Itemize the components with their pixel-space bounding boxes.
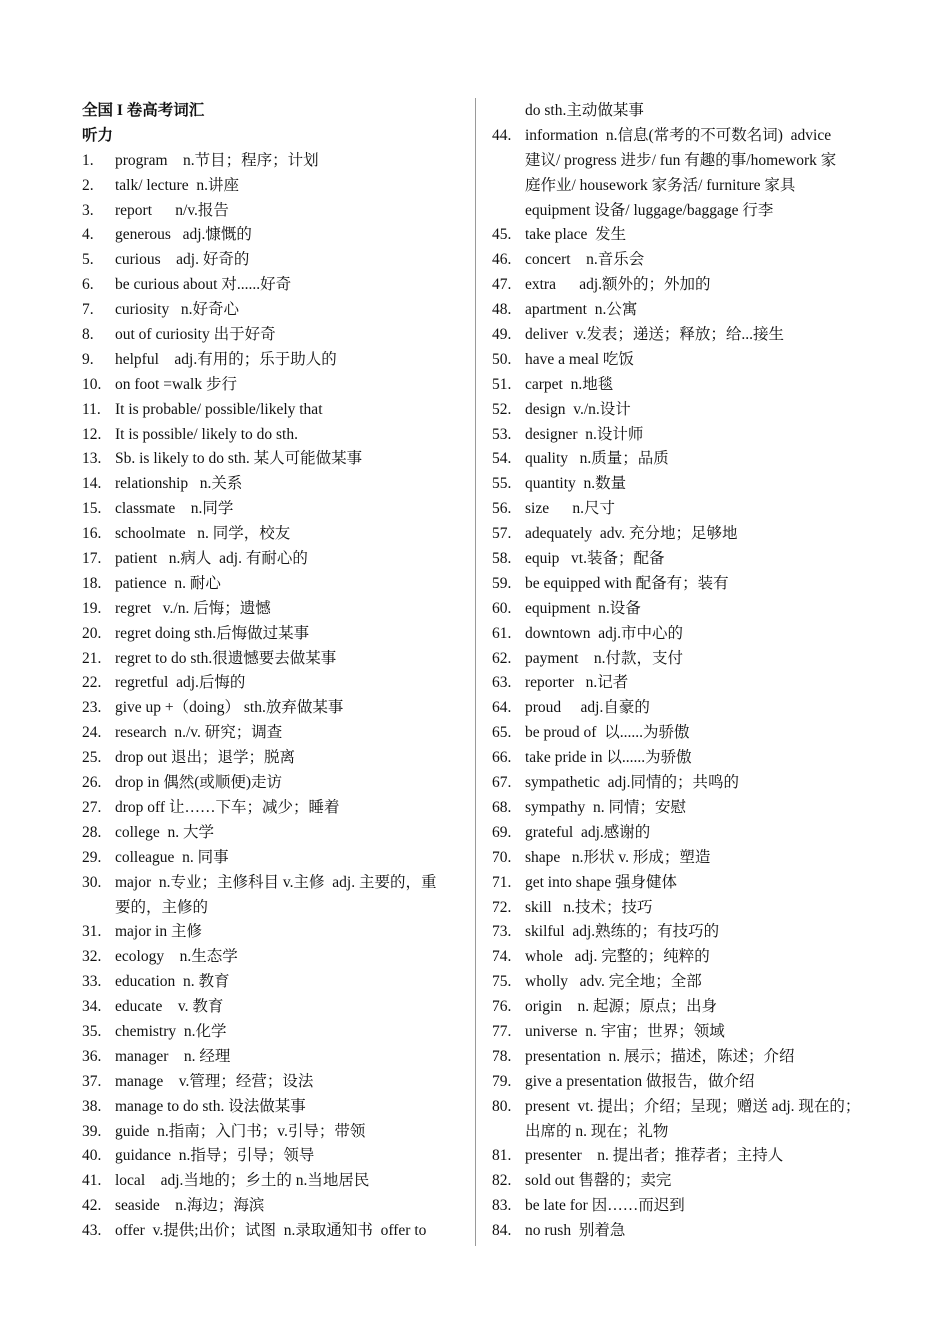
vocab-entry	[82, 572, 467, 597]
entry-text: universe n. 宇宙；世界；领域	[525, 1022, 725, 1040]
entry-number: 11.	[82, 400, 101, 418]
vocab-entry	[82, 149, 467, 174]
entry-number: 76.	[492, 998, 512, 1016]
entry-text: give up +（doing） sth.放弃做某事	[115, 699, 344, 717]
entry-text: educate v. 教育	[115, 998, 224, 1016]
entry-number: 63.	[492, 674, 512, 692]
entry-text: talk/ lecture n.讲座	[115, 176, 239, 194]
column-divider	[475, 98, 476, 1246]
entry-number: 28.	[82, 823, 102, 841]
entry-number: 82.	[492, 1172, 512, 1190]
entry-number: 5.	[82, 251, 94, 269]
entry-text: relationship n.关系	[115, 475, 243, 493]
vocab-entry	[492, 1020, 867, 1045]
entry-continuation: equipment 设备/ luggage/baggage 行李	[525, 201, 774, 219]
vocab-entry	[492, 472, 867, 497]
entry-text: sold out 售罄的；卖完	[525, 1172, 672, 1190]
entry-number: 36.	[82, 1047, 102, 1065]
vocab-entry	[82, 821, 467, 846]
entry-number: 49.	[492, 326, 512, 344]
entry-number: 53.	[492, 425, 512, 443]
vocab-entry	[492, 348, 867, 373]
vocab-entry	[492, 771, 867, 796]
vocab-entry	[82, 597, 467, 622]
entry-text: designer n.设计师	[525, 425, 644, 443]
entry-number: 19.	[82, 599, 102, 617]
entry-number: 10.	[82, 375, 102, 393]
entry-text: guide n.指南；入门书；v.引导；带领	[115, 1122, 366, 1140]
entry-number: 80.	[492, 1097, 512, 1115]
section-heading: 听力	[82, 126, 114, 144]
vocab-entry	[492, 796, 867, 821]
entry-number: 69.	[492, 823, 512, 841]
vocab-entry	[82, 746, 467, 771]
entry-text: research n./v. 研究；调查	[115, 724, 283, 742]
entry-number: 61.	[492, 624, 512, 642]
vocab-entry	[82, 348, 467, 373]
entry-number: 55.	[492, 475, 512, 493]
vocab-entry	[82, 871, 467, 896]
entry-number: 35.	[82, 1022, 102, 1040]
entry-number: 47.	[492, 276, 512, 294]
vocab-entry	[82, 771, 467, 796]
entry-number: 62.	[492, 649, 512, 667]
entry-text: size n.尺寸	[525, 500, 615, 518]
entry-number: 17.	[82, 550, 102, 568]
vocab-entry	[82, 622, 467, 647]
entry-number: 42.	[82, 1197, 102, 1215]
vocab-entry	[492, 622, 867, 647]
entry-text: It is possible/ likely to do sth.	[115, 425, 298, 443]
entry-number: 24.	[82, 724, 102, 742]
entry-number: 30.	[82, 873, 102, 891]
entry-text: regret doing sth.后悔做过某事	[115, 624, 310, 642]
vocab-entry	[82, 423, 467, 448]
vocab-entry	[82, 373, 467, 398]
entry-text: deliver v.发表；递送；释放；给...接生	[525, 326, 785, 344]
entry-number: 32.	[82, 948, 102, 966]
vocab-entry	[492, 1219, 867, 1244]
entry-text: apartment n.公寓	[525, 301, 638, 319]
entry-text: equip vt.装备；配备	[525, 550, 665, 568]
entry-number: 48.	[492, 301, 512, 319]
vocab-entry	[492, 821, 867, 846]
vocab-entry	[492, 1070, 867, 1095]
vocab-entry	[492, 124, 867, 149]
vocab-entry	[82, 1169, 467, 1194]
entry-text: drop in 偶然(或顺便)走访	[115, 774, 283, 792]
entry-text: skilful adj.熟练的；有技巧的	[525, 923, 720, 941]
vocab-entry	[82, 1020, 467, 1045]
entry-text: give a presentation 做报告，做介绍	[525, 1072, 755, 1090]
vocab-entry	[492, 447, 867, 472]
entry-text: education n. 教育	[115, 973, 230, 991]
vocab-entry	[492, 298, 867, 323]
entry-text: take place 发生	[525, 226, 627, 244]
vocab-entry	[492, 721, 867, 746]
entry-number: 29.	[82, 848, 102, 866]
entry-text: design v./n.设计	[525, 400, 631, 418]
vocab-list-left	[82, 149, 467, 1244]
entry-text: be proud of 以......为骄傲	[525, 724, 690, 742]
entry-number: 64.	[492, 699, 512, 717]
entry-number: 56.	[492, 500, 512, 518]
entry-text: drop out 退出；退学；脱离	[115, 749, 295, 767]
vocab-entry	[82, 223, 467, 248]
entry-text: regretful adj.后悔的	[115, 674, 246, 692]
vocab-entry	[82, 1120, 467, 1145]
vocab-entry	[492, 945, 867, 970]
entry-text: patience n. 耐心	[115, 574, 221, 592]
entry-number: 23.	[82, 699, 102, 717]
vocab-entry	[492, 1045, 867, 1070]
entry-number: 46.	[492, 251, 512, 269]
entry-text: downtown adj.市中心的	[525, 624, 684, 642]
vocab-entry	[82, 323, 467, 348]
vocab-entry	[82, 398, 467, 423]
vocab-entry	[82, 522, 467, 547]
entry-number: 8.	[82, 326, 94, 344]
entry-text: Sb. is likely to do sth. 某人可能做某事	[115, 450, 363, 468]
vocab-entry	[492, 398, 867, 423]
vocab-entry	[492, 1194, 867, 1219]
entry-continuation: 建议/ progress 进步/ fun 有趣的事/homework 家	[525, 151, 837, 169]
entry-number: 60.	[492, 599, 512, 617]
document-title: 全国 I 卷高考词汇	[82, 102, 205, 119]
vocab-entry	[492, 323, 867, 348]
vocab-entry	[492, 896, 867, 921]
entry-text: whole adj. 完整的；纯粹的	[525, 948, 710, 966]
entry-number: 79.	[492, 1072, 512, 1090]
entry-text: adequately adv. 充分地；足够地	[525, 525, 738, 543]
entry-number: 7.	[82, 301, 94, 319]
entry-number: 4.	[82, 226, 94, 244]
vocab-entry	[492, 671, 867, 696]
entry-text: origin n. 起源；原点；出身	[525, 998, 718, 1016]
entry-text: generous adj.慷慨的	[115, 226, 252, 244]
continued-text: do sth.主动做某事	[525, 102, 644, 119]
vocab-entry	[82, 174, 467, 199]
entry-number: 59.	[492, 574, 512, 592]
entry-text: present vt. 提出；介绍；呈现；赠送 adj. 现在的；	[525, 1097, 861, 1115]
vocab-entry	[82, 721, 467, 746]
entry-text: proud adj.自豪的	[525, 699, 650, 717]
vocab-entry	[82, 995, 467, 1020]
entry-text: It is probable/ possible/likely that	[115, 400, 323, 418]
vocab-entry	[82, 1070, 467, 1095]
entry-number: 43.	[82, 1222, 102, 1240]
entry-number: 73.	[492, 923, 512, 941]
entry-text: schoolmate n. 同学，校友	[115, 525, 291, 543]
entry-text: be curious about 对......好奇	[115, 276, 292, 294]
entry-text: regret to do sth.很遗憾要去做某事	[115, 649, 337, 667]
vocab-entry	[492, 373, 867, 398]
entry-number: 70.	[492, 848, 512, 866]
entry-text: program n.节目；程序；计划	[115, 151, 319, 169]
vocab-entry	[492, 647, 867, 672]
vocab-entry	[82, 846, 467, 871]
entry-number: 21.	[82, 649, 102, 667]
entry-number: 2.	[82, 176, 94, 194]
entry-number: 39.	[82, 1122, 102, 1140]
entry-number: 26.	[82, 774, 102, 792]
entry-number: 65.	[492, 724, 512, 742]
entry-number: 77.	[492, 1022, 512, 1040]
right-column	[492, 99, 867, 1244]
entry-text: college n. 大学	[115, 823, 215, 841]
entry-number: 74.	[492, 948, 512, 966]
vocab-entry	[492, 1144, 867, 1169]
entry-text: manage v.管理；经营；设法	[115, 1072, 314, 1090]
entry-text: offer v.提供;出价；试图 n.录取通知书 offer to	[115, 1222, 427, 1240]
entry-number: 83.	[492, 1197, 512, 1215]
vocab-entry	[492, 1095, 867, 1120]
vocab-entry	[492, 423, 867, 448]
entry-number: 3.	[82, 201, 94, 219]
entry-number: 15.	[82, 500, 102, 518]
entry-text: be late for 因……而迟到	[525, 1197, 685, 1215]
entry-number: 66.	[492, 749, 512, 767]
entry-number: 20.	[82, 624, 102, 642]
vocab-entry	[492, 871, 867, 896]
entry-number: 75.	[492, 973, 512, 991]
entry-text: be equipped with 配备有；装有	[525, 574, 729, 592]
entry-text: sympathetic adj.同情的；共鸣的	[525, 774, 739, 792]
vocab-entry	[492, 846, 867, 871]
vocab-entry	[492, 248, 867, 273]
left-column	[82, 99, 467, 1244]
vocab-entry	[492, 497, 867, 522]
vocab-entry	[492, 572, 867, 597]
vocab-entry	[82, 671, 467, 696]
entry-number: 14.	[82, 475, 102, 493]
vocab-entry	[82, 1045, 467, 1070]
vocab-entry	[82, 298, 467, 323]
entry-text: grateful adj.感谢的	[525, 823, 651, 841]
entry-number: 45.	[492, 226, 512, 244]
entry-text: chemistry n.化学	[115, 1022, 227, 1040]
entry-number: 58.	[492, 550, 512, 568]
entry-number: 31.	[82, 923, 102, 941]
entry-number: 54.	[492, 450, 512, 468]
entry-text: presenter n. 提出者；推荐者；主持人	[525, 1147, 784, 1165]
entry-number: 1.	[82, 151, 94, 169]
entry-text: seaside n.海边；海滨	[115, 1197, 265, 1215]
entry-text: skill n.技术；技巧	[525, 898, 653, 916]
entry-number: 33.	[82, 973, 102, 991]
entry-number: 9.	[82, 350, 94, 368]
entry-number: 34.	[82, 998, 102, 1016]
entry-text: payment n.付款，支付	[525, 649, 683, 667]
entry-number: 13.	[82, 450, 102, 468]
entry-text: equipment n.设备	[525, 599, 641, 617]
entry-text: concert n.音乐会	[525, 251, 645, 269]
entry-text: classmate n.同学	[115, 500, 234, 518]
entry-number: 6.	[82, 276, 94, 294]
entry-text: no rush 别着急	[525, 1222, 626, 1240]
entry-text: helpful adj.有用的；乐于助人的	[115, 350, 337, 368]
entry-text: drop off 让……下车；减少；睡着	[115, 798, 340, 816]
entry-number: 78.	[492, 1047, 512, 1065]
entry-number: 52.	[492, 400, 512, 418]
vocab-entry	[492, 522, 867, 547]
vocab-entry	[82, 1095, 467, 1120]
entry-number: 27.	[82, 798, 102, 816]
entry-number: 71.	[492, 873, 512, 891]
vocab-entry	[82, 1144, 467, 1169]
entry-text: on foot =walk 步行	[115, 375, 237, 393]
entry-text: manage to do sth. 设法做某事	[115, 1097, 306, 1115]
entry-number: 12.	[82, 425, 102, 443]
entry-number: 18.	[82, 574, 102, 592]
vocab-entry	[82, 472, 467, 497]
vocab-entry	[82, 796, 467, 821]
entry-text: extra adj.额外的；外加的	[525, 276, 711, 294]
vocab-entry	[492, 696, 867, 721]
entry-number: 44.	[492, 126, 512, 144]
entry-text: quantity n.数量	[525, 475, 627, 493]
entry-continuation: 要的，主修的	[115, 898, 209, 916]
entry-number: 40.	[82, 1147, 102, 1165]
entry-text: get into shape 强身健体	[525, 873, 677, 891]
entry-text: shape n.形状 v. 形成；塑造	[525, 848, 711, 866]
vocab-entry	[82, 647, 467, 672]
entry-text: quality n.质量；品质	[525, 450, 669, 468]
entry-text: colleague n. 同事	[115, 848, 229, 866]
entry-text: reporter n.记者	[525, 674, 629, 692]
vocab-entry	[492, 1169, 867, 1194]
entry-number: 68.	[492, 798, 512, 816]
entry-number: 51.	[492, 375, 512, 393]
entry-number: 41.	[82, 1172, 102, 1190]
entry-text: sympathy n. 同情；安慰	[525, 798, 687, 816]
entry-number: 50.	[492, 350, 512, 368]
vocab-entry	[82, 199, 467, 224]
vocab-entry	[492, 746, 867, 771]
entry-number: 16.	[82, 525, 102, 543]
entry-text: take pride in 以......为骄傲	[525, 749, 692, 767]
vocab-entry	[82, 945, 467, 970]
vocab-list-right	[492, 124, 867, 1244]
entry-text: information n.信息(常考的不可数名词) advice	[525, 126, 832, 144]
entry-text: curious adj. 好奇的	[115, 251, 250, 269]
vocab-entry	[82, 497, 467, 522]
vocab-entry	[82, 1194, 467, 1219]
vocab-entry	[492, 995, 867, 1020]
entry-number: 57.	[492, 525, 512, 543]
vocab-entry	[82, 547, 467, 572]
entry-number: 72.	[492, 898, 512, 916]
entry-number: 22.	[82, 674, 102, 692]
vocab-entry	[82, 248, 467, 273]
entry-text: major n.专业；主修科目 v.主修 adj. 主要的，重	[115, 873, 437, 891]
entry-text: ecology n.生态学	[115, 948, 238, 966]
entry-number: 38.	[82, 1097, 102, 1115]
vocab-entry	[492, 273, 867, 298]
entry-text: patient n.病人 adj. 有耐心的	[115, 550, 308, 568]
vocab-entry	[492, 547, 867, 572]
vocab-entry	[82, 970, 467, 995]
vocab-entry	[492, 920, 867, 945]
entry-number: 37.	[82, 1072, 102, 1090]
entry-text: manager n. 经理	[115, 1047, 231, 1065]
vocab-entry	[82, 1219, 467, 1244]
entry-text: major in 主修	[115, 923, 202, 941]
vocab-entry	[492, 223, 867, 248]
vocab-entry	[492, 970, 867, 995]
entry-text: report n/v.报告	[115, 201, 229, 219]
entry-number: 81.	[492, 1147, 512, 1165]
entry-text: out of curiosity 出于好奇	[115, 326, 276, 344]
entry-text: regret v./n. 后悔；遗憾	[115, 599, 271, 617]
entry-number: 84.	[492, 1222, 512, 1240]
entry-text: have a meal 吃饭	[525, 350, 634, 368]
vocab-entry	[82, 447, 467, 472]
entry-text: wholly adv. 完全地；全部	[525, 973, 702, 991]
vocab-entry	[82, 920, 467, 945]
entry-text: carpet n.地毯	[525, 375, 614, 393]
vocab-entry	[82, 273, 467, 298]
entry-text: presentation n. 展示；描述，陈述；介绍	[525, 1047, 795, 1065]
entry-continuation: 出席的 n. 现在；礼物	[525, 1122, 669, 1140]
entry-continuation: 庭作业/ housework 家务活/ furniture 家具	[525, 176, 796, 194]
entry-text: guidance n.指导；引导；领导	[115, 1147, 315, 1165]
entry-number: 25.	[82, 749, 102, 767]
entry-text: local adj.当地的；乡土的 n.当地居民	[115, 1172, 370, 1190]
entry-text: curiosity n.好奇心	[115, 301, 239, 319]
entry-number: 67.	[492, 774, 512, 792]
vocab-entry	[492, 597, 867, 622]
vocab-entry	[82, 696, 467, 721]
